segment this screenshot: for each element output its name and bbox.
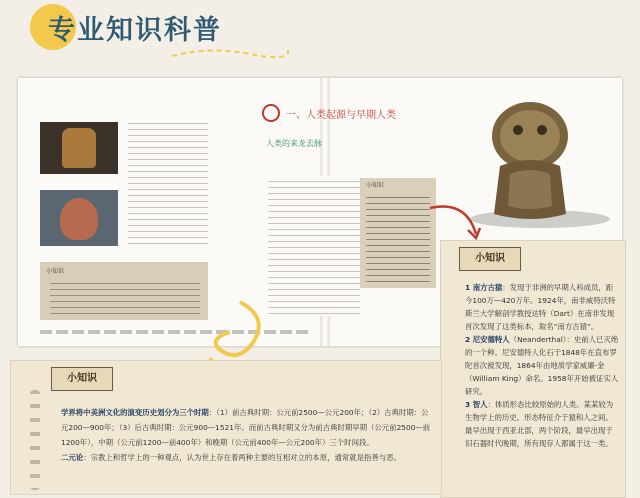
artifact-photo-2 — [40, 190, 118, 246]
section-title: 一、人类起源与早期人类 — [286, 110, 396, 121]
term-english: （Neanderthal） — [509, 335, 567, 344]
knowledge-card-label: 小知识 — [51, 367, 113, 391]
term-text: ：史前人已灭绝的一个种。尼安德特人化石于1848年在直布罗陀首次被发现，1864年由地质学家威廉·金（William King）命名。1958年开始被证实人研究。 — [465, 335, 619, 396]
section-subtitle: 人类的来龙去脉 — [266, 139, 322, 148]
arrow-icon — [426, 200, 486, 244]
term-heading: 学界将中美洲文化的演变历史划分为三个时期 — [61, 408, 209, 417]
artifact-photo-1 — [40, 122, 118, 174]
knowledge-card-bottom — [10, 360, 442, 495]
book-note-right — [360, 178, 436, 288]
book-text-column-left — [128, 118, 208, 248]
page-title: 专业知识科普 — [48, 15, 222, 46]
term-text: ：体质形态比较原始的人类。某某较为生物学上的历史。形态特征介于猿和人之间。最早出现于西亚北部，两个阶段，最早出现于旧石器时代晚期，所有现存人都属于这一类。 — [465, 400, 614, 448]
knowledge-card-right — [440, 240, 626, 498]
knowledge-card-label: 小知识 — [459, 247, 521, 271]
book-note-label: 小知识 — [366, 182, 385, 189]
knowledge-card-body — [465, 281, 619, 450]
term-heading: 二元论 — [61, 453, 84, 462]
book-text-column-right — [268, 176, 360, 316]
term-heading: 2 尼安德特人 — [465, 335, 510, 344]
title-underline-decoration — [170, 42, 290, 64]
term-text: ：发现于非洲的早期人科成员，距今100万—420万年。1924年，南非威特沃特斯兰大学解剖学教授达特（Dart）在南非发现首次发现了这类标本，取名“南方古猿”。 — [465, 283, 616, 331]
term-heading: 3 智人 — [465, 400, 488, 409]
notebook-rings-decoration — [30, 390, 40, 490]
artifact-figurine-image — [480, 96, 580, 222]
knowledge-card-body — [61, 405, 431, 465]
term-text: ：（1）前古典时期：公元前2500—公元200年；（2）古典时期：公元200—900年；（3）后古典时期：公元900—1521年。而前古典时期又分为前古典时期早期（公元前2500—前1200年），中期（公元前1200—前400年）和晚期（公元前400年—公元200年）三个时间段。 — [61, 408, 431, 447]
book-note-left — [40, 262, 208, 320]
section-icon — [262, 104, 280, 122]
book-note-label: 小知识 — [46, 268, 65, 275]
term-text: ：宗教上和哲学上的一种观点，认为世上存在着两种主要的互相对立的本原，通常就是指善与恶。 — [83, 453, 401, 462]
term-heading: 1 南方古猿 — [465, 283, 503, 292]
